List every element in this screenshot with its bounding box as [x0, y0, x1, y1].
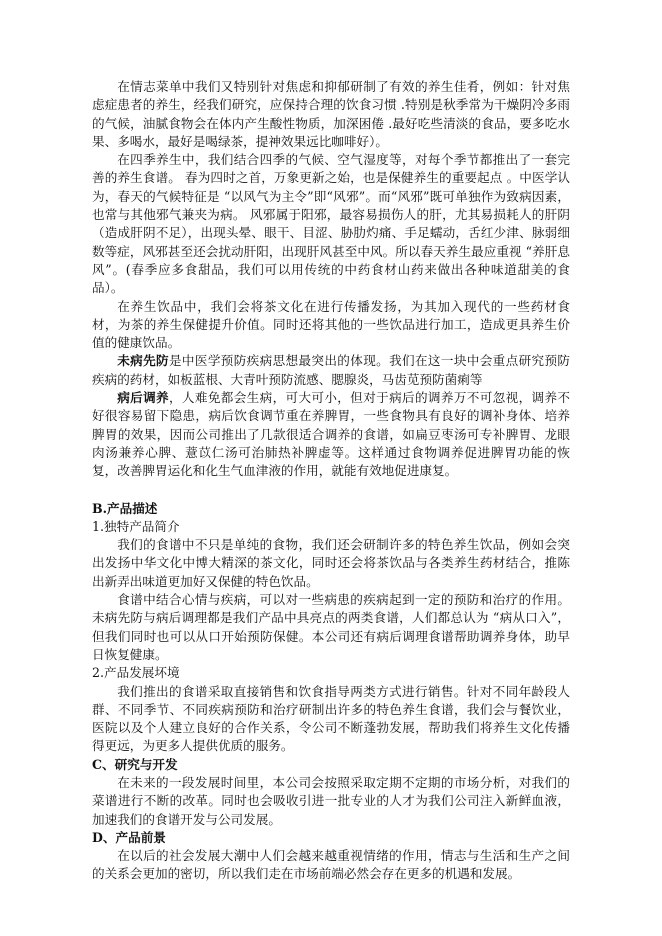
section-gap: [92, 481, 570, 500]
section-b: [92, 500, 570, 756]
prevention-term: 未病先防: [117, 353, 169, 369]
paragraph-prevention: [92, 352, 570, 389]
section-b-heading: B.产品描述: [92, 500, 158, 516]
paragraph-health-drinks: 在养生饮品中，我们会将茶文化在进行传播发扬，为其加入现代的一些药材食材，为茶的养生保健提升价值。同时还将其他的一些饮品进行加工，造成更具养生价值的健康饮品。: [92, 298, 570, 351]
section-c-heading: C、研究与开发: [92, 756, 178, 772]
paragraph-four-seasons: 在四季养生中，我们结合四季的气候、空气湿度等，对每个季节都推出了一套完善的养生食谱。 春为四时之首，万象更新之始，也是保健养生的重要起点 。中医学认为，春天的气候特征是 “以风气为主令”即“风邪”。而“风邪”既可单独作为致病因素，也常与其他邪气兼夹为病。 风邪属于阳邪，最容易损伤人的肝，尤其易损耗人的肝阴（造成肝阴不足），出现头晕、眼干、目涩、胁肋灼痛、手足蠕动，舌红少津、脉弱细数等症，风邪甚至还会扰动肝阳，出现肝风甚至中风。所以春天养生最应重视 “养肝息风”。(春季应多食甜品，我们可以用传统的中药食材山药来做出各种味道甜美的食品）。: [92, 152, 570, 296]
subheading-unique-product: 1.独特产品简介: [92, 518, 180, 534]
section-a-body: [92, 78, 570, 481]
paragraph-prospects: 在以后的社会发展大潮中人们会越来越重视情绪的作用，情志与生活和生产之间的关系会更加的密切，所以我们走在市场前端必然会存在更多的机遇和发展。: [92, 848, 570, 882]
paragraph-emotion-menu: 在情志菜单中我们又特别针对焦虑和抑郁研制了有效的养生佳肴，例如：针对焦虑症患者的养生，经我们研究，应保持合理的饮食习惯 .特别是秋季常为干燥阴冷多雨的气候，油腻食物会在体内产生酸性物质，加深困倦 .最好吃些清淡的食品，要多吃水果、多喝水，最好是喝绿茶，提神效果远比咖啡好）。: [92, 79, 570, 149]
subheading-environment: 2.产品发展坏境: [92, 665, 180, 681]
section-d: [92, 829, 570, 884]
section-d-heading: D、产品前景: [92, 829, 166, 845]
paragraph-research: 在未来的一段发展时间里，本公司会按照采取定期不定期的市场分析，对我们的菜谱进行不断的改革。同时也会吸收引进一批专业的人才为我们公司注入新鲜血液，加速我们的食谱开发与公司发展。: [92, 774, 570, 827]
paragraph-recovery: [92, 389, 570, 480]
paragraph-environment: 我们推出的食谱采取直接销售和饮食指导两类方式进行销售。针对不同年龄段人群、不同季节、不同疾病预防和治疗研制出许多的特色养生食谱，我们会与餐饮业，医院以及个人建立良好的合作关系，令公司不断蓬勃发展，帮助我们将养生文化传播得更远，为更多人提供优质的服务。: [92, 683, 570, 754]
recovery-term: 病后调养: [117, 390, 169, 406]
document-page: [92, 78, 570, 884]
prevention-text: 是中医学预防疾病思想最突出的体现。我们在这一块中会重点研究预防疾病的药材，如板蓝根、大青叶预防流感、腮腺炎，马齿苋预防菌痢等: [92, 353, 571, 387]
recovery-text: ，人难免都会生病，可大可小，但对于病后的调养万不可忽视，调养不好很容易留下隐患，病后饮食调节重在养脾胃，一些食物具有良好的调补身体、培养脾胃的效果，因而公司推出了几款很适合调养的食谱，如扁豆枣汤可专补脾胃、龙眼肉汤兼养心脾、薏苡仁汤可治肺热补脾虚等。这样通过食物调养促进脾胃功能的恢复，改善脾胃运化和化生气血津液的作用，就能有效地促进康复。: [92, 390, 571, 479]
section-c: [92, 756, 570, 829]
paragraph-unique-product: 我们的食谱中不只是单纯的食物，我们还会研制许多的特色养生饮品，例如会突出发扬中华文化中博大精深的茶文化，同时还会将茶饮品与各类养生药材结合，推陈出新弄出味道更加好又保健的特色饮品。: [92, 537, 570, 589]
paragraph-emotion-disease: 食谱中结合心情与疾病，可以对一些病患的疾病起到一定的预防和治疗的作用。未病先防与病后调理都是我们产品中具亮点的两类食谱，人们都总认为 “病从口入”，但我们同时也可以从口开始预防保健。本公司还有病后调理食谱帮助调养身体，助早日恢复健康。: [92, 592, 570, 662]
